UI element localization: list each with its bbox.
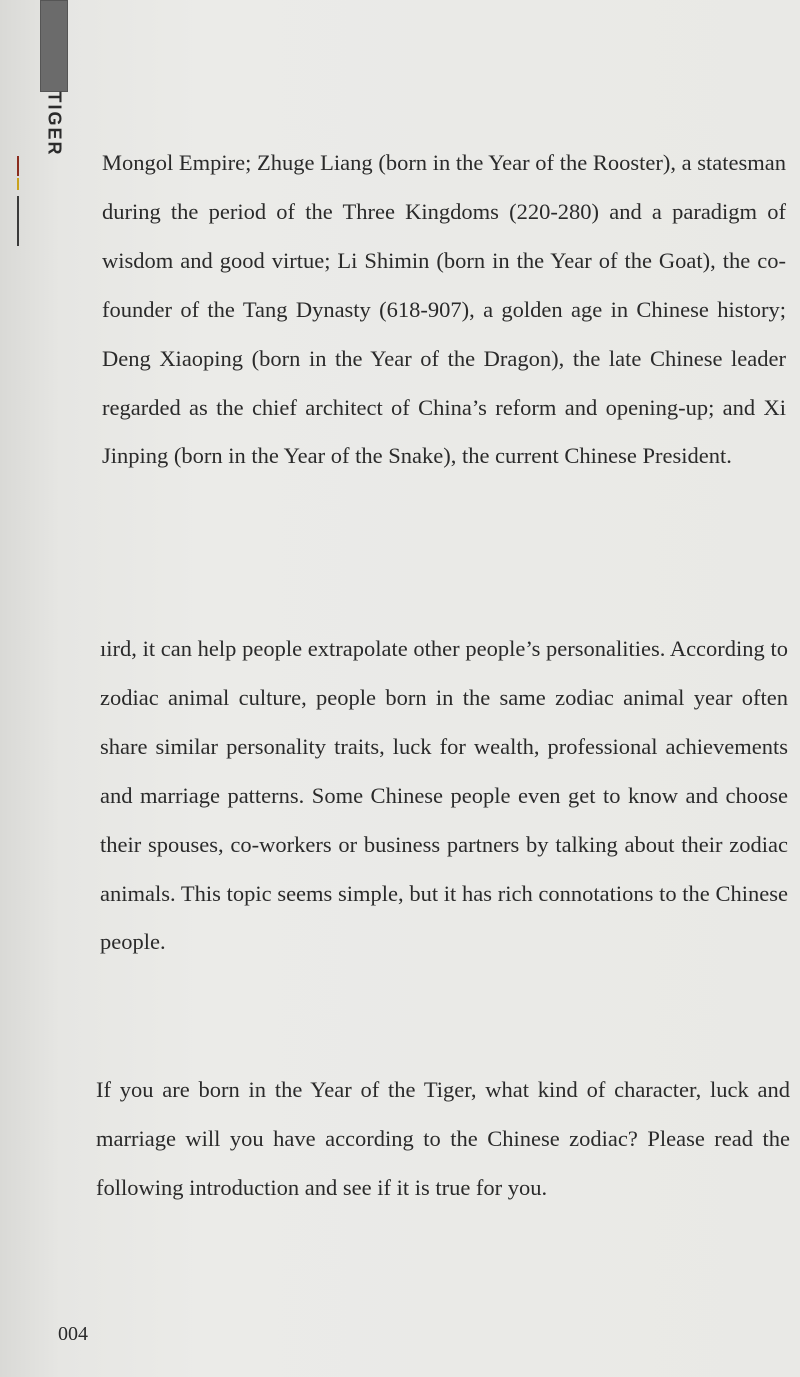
decorative-tick-red	[17, 156, 19, 176]
decorative-tick-dark	[17, 196, 19, 246]
paragraph-tiger-intro: If you are born in the Year of the Tiger, what kind of character, luck and marriage will you have according to the Chinese zodiac? Please read the following introduction and see if it is true for you.	[96, 1077, 790, 1200]
decorative-tick-yellow	[17, 178, 19, 190]
paragraph-famous-people: Mongol Empire; Zhuge Liang (born in the Year of the Rooster), a statesman during the period of the Three Kingdoms (220-280) and a paradigm of wisdom and good virtue; Li Shimin (born in the Year of the Goat), the co-founder of the Tang Dynasty (618-907), a golden age in Chinese history; Deng Xiaoping (born in the Year of the Dragon), the late Chinese leader regarded as the chief architect of China’s reform and opening-up; and Xi Jinping (born in the Year of the Snake), the current Chinese President.	[102, 150, 786, 469]
page-number: 004	[58, 1323, 88, 1345]
paragraph-personalities: ıird, it can help people extrapolate other people’s personalities. According to zodiac animal culture, people born in the same zodiac animal year often share similar personality traits, luck for wealth, professional achievements and marriage patterns. Some Chinese people even get to know and choose their spouses, co-workers or business partners by talking about their zodiac animals. This topic seems simple, but it has rich connotations to the Chinese people.	[100, 636, 788, 955]
chapter-side-label: TIGER	[44, 91, 65, 157]
chapter-tab-bar	[40, 0, 68, 92]
